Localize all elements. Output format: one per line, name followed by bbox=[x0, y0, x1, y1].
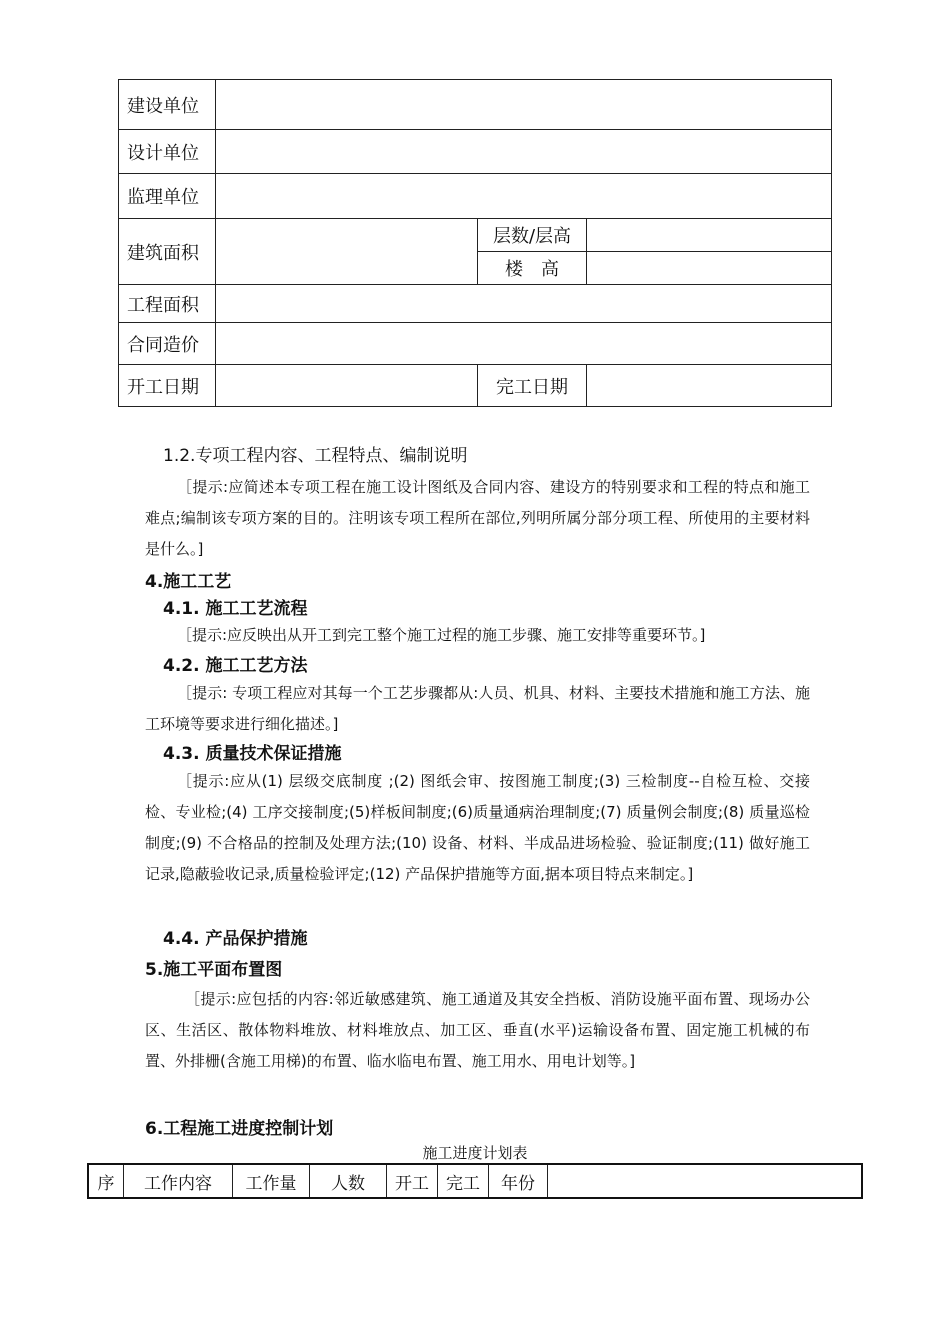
table-row bbox=[119, 130, 832, 174]
section-4-title: 4.施工工艺 bbox=[145, 572, 232, 592]
section-4-3-title: 4.3. 质量技术保证措施 bbox=[163, 744, 342, 764]
design-unit-value bbox=[216, 130, 832, 174]
supervision-unit-label: 监理单位 bbox=[119, 174, 216, 219]
col-work-content-header: 工作内容 bbox=[124, 1164, 233, 1198]
building-height-value bbox=[587, 252, 832, 285]
construction-unit-value bbox=[216, 80, 832, 130]
section-4-2-text: ［提示: 专项工程应对其每一个工艺步骤都从:人员、机具、材料、主要技术措施和施工方法、施工环境等要求进行细化描述。] bbox=[145, 684, 810, 733]
col-end-header: 完工 bbox=[438, 1164, 489, 1198]
section-4-4-title: 4.4. 产品保护措施 bbox=[163, 929, 308, 949]
start-date-label: 开工日期 bbox=[119, 365, 216, 407]
table-row bbox=[119, 285, 832, 323]
col-start-header: 开工 bbox=[387, 1164, 438, 1198]
completion-date-value bbox=[587, 365, 832, 407]
col-year-header: 年份 bbox=[489, 1164, 548, 1198]
table-row bbox=[119, 219, 832, 252]
building-area-label: 建筑面积 bbox=[119, 219, 216, 285]
col-seq-header: 序 bbox=[88, 1164, 124, 1198]
section-5-text: ［提示:应包括的内容:邻近敏感建筑、施工通道及其安全挡板、消防设施平面布置、现场办公区、生活区、散体物料堆放、材料堆放点、加工区、垂直(水平)运输设备布置、固定施工机械的布置、外排栅(含施工用梯)的布置、临水临电布置、施工用水、用电计划等。] bbox=[145, 990, 810, 1070]
section-4-2-title: 4.2. 施工工艺方法 bbox=[163, 656, 308, 676]
section-1-2-title: 1.2.专项工程内容、工程特点、编制说明 bbox=[163, 446, 468, 466]
project-area-value bbox=[216, 285, 832, 323]
schedule-table bbox=[87, 1163, 863, 1199]
table-row bbox=[119, 80, 832, 130]
col-timeline-header bbox=[548, 1164, 863, 1198]
section-5-title: 5.施工平面布置图 bbox=[145, 960, 283, 980]
project-area-label: 工程面积 bbox=[119, 285, 216, 323]
floors-height-label: 层数/层高 bbox=[478, 219, 587, 252]
design-unit-label: 设计单位 bbox=[119, 130, 216, 174]
construction-unit-label: 建设单位 bbox=[119, 80, 216, 130]
table-row bbox=[119, 323, 832, 365]
table-row bbox=[119, 174, 832, 219]
table-header-row bbox=[88, 1164, 862, 1198]
section-4-1-text: ［提示:应反映出从开工到完工整个施工过程的施工步骤、施工安排等重要环节。] bbox=[177, 626, 706, 644]
supervision-unit-value bbox=[216, 174, 832, 219]
col-workload-header: 工作量 bbox=[233, 1164, 310, 1198]
section-4-1-title: 4.1. 施工工艺流程 bbox=[163, 599, 308, 619]
project-info-table bbox=[118, 79, 832, 407]
building-height-label: 楼 高 bbox=[478, 252, 587, 285]
start-date-value bbox=[216, 365, 478, 407]
floors-height-value bbox=[587, 219, 832, 252]
contract-price-label: 合同造价 bbox=[119, 323, 216, 365]
contract-price-value bbox=[216, 323, 832, 365]
completion-date-label: 完工日期 bbox=[478, 365, 587, 407]
table-row bbox=[119, 365, 832, 407]
col-headcount-header: 人数 bbox=[310, 1164, 387, 1198]
building-area-value bbox=[216, 219, 478, 285]
schedule-caption: 施工进度计划表 bbox=[422, 1144, 528, 1162]
section-1-2-text: ［提示:应简述本专项工程在施工设计图纸及合同内容、建设方的特别要求和工程的特点和施工难点;编制该专项方案的目的。注明该专项工程所在部位,列明所属分部分项工程、所使用的主要材料是什么。] bbox=[145, 478, 810, 558]
section-4-3-text: ［提示:应从(1) 层级交底制度 ;(2) 图纸会审、按图施工制度;(3) 三检制度--自检互检、交接检、专业检;(4) 工序交接制度;(5)样板间制度;(6)质量通病治理制度;(7) 质量例会制度;(8) 质量巡检制度;(9) 不合格品的控制及处理方法;(10) 设备、材料、半成品进场检验、验证制度;(11) 做好施工记录,隐蔽验收记录,质量检验评定;(12) 产品保护措施等方面,据本项目特点来制定。] bbox=[145, 772, 810, 883]
section-6-title: 6.工程施工进度控制计划 bbox=[145, 1119, 334, 1139]
